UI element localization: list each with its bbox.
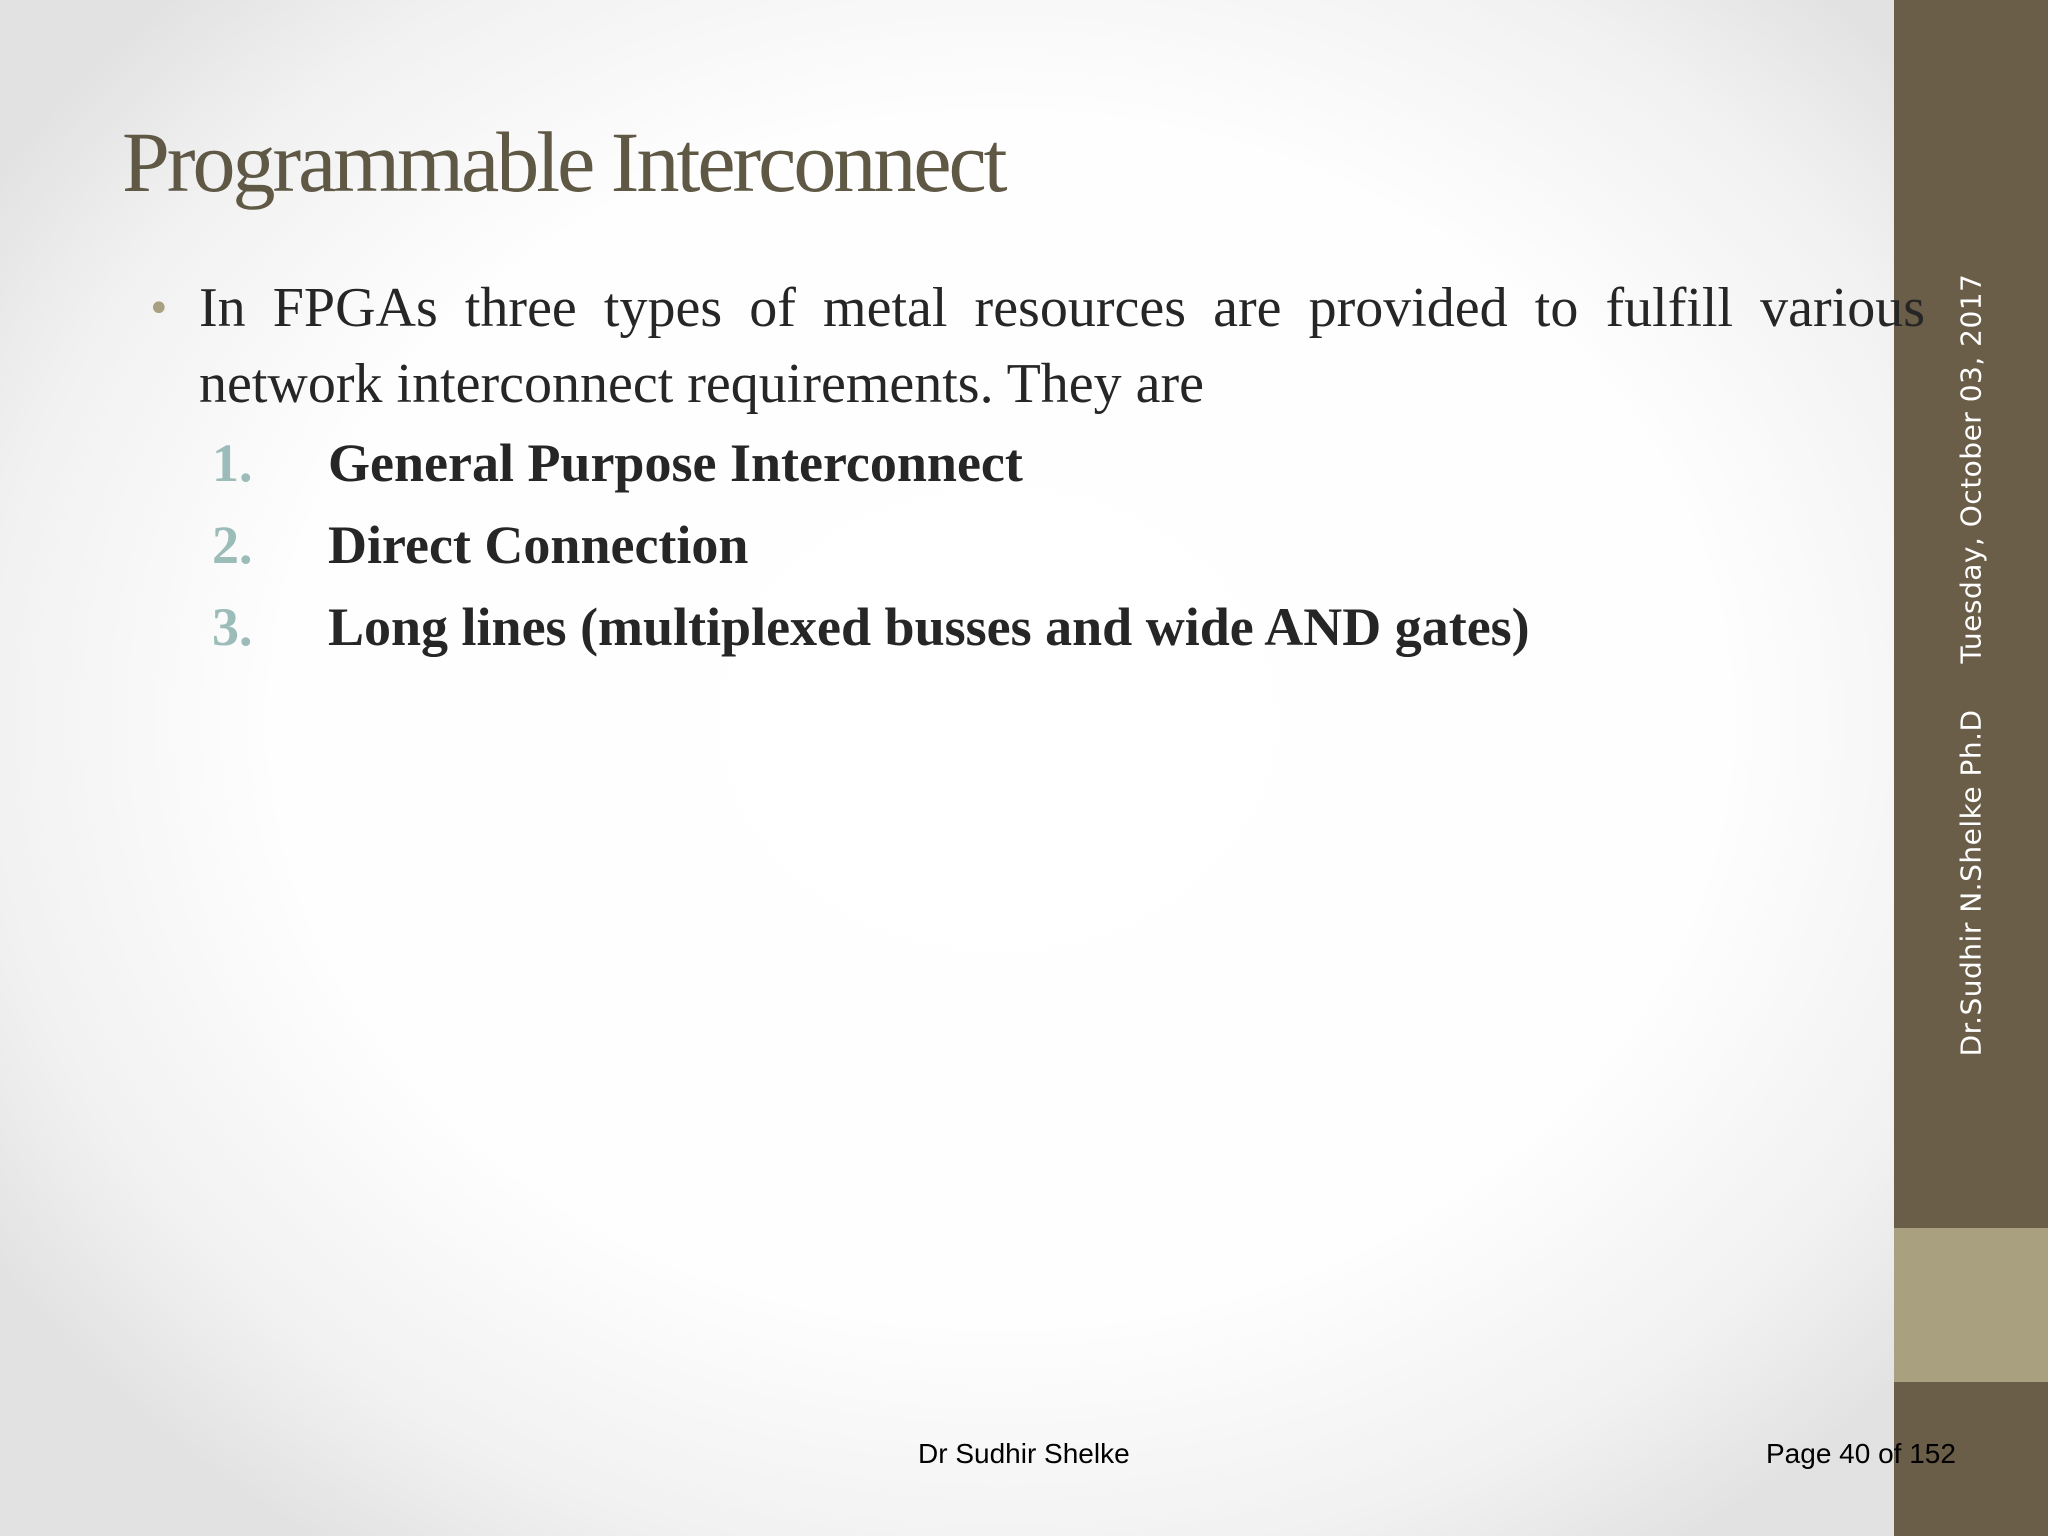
sidebar-accent-block (1894, 1228, 2048, 1382)
slide-title: Programmable Interconnect (122, 114, 1005, 210)
sidebar-date: Tuesday, October 03, 2017 (1954, 273, 1988, 664)
list-number: 3. (212, 597, 253, 657)
bullet-dot-icon: • (147, 286, 171, 332)
footer-page-number: Page 40 of 152 (1766, 1438, 1956, 1469)
list-number: 2. (212, 515, 253, 575)
sidebar-caption (1955, 274, 1988, 1057)
list-label: Direct Connection (328, 515, 749, 575)
footer-author: Dr Sudhir Shelke (918, 1438, 1130, 1469)
list-label: General Purpose Interconnect (328, 433, 1023, 493)
bullet-text: In FPGAs three types of metal resources are provided to fulfill various network interconnect requirements. They are (199, 277, 1925, 415)
sidebar-author: Dr.Sudhir N.Shelke Ph.D (1954, 709, 1988, 1057)
list-number: 1. (212, 433, 253, 493)
sidebar (1894, 0, 2048, 1536)
list-label: Long lines (multiplexed busses and wide AND gates) (328, 597, 1530, 657)
bullet-item (147, 270, 1925, 422)
